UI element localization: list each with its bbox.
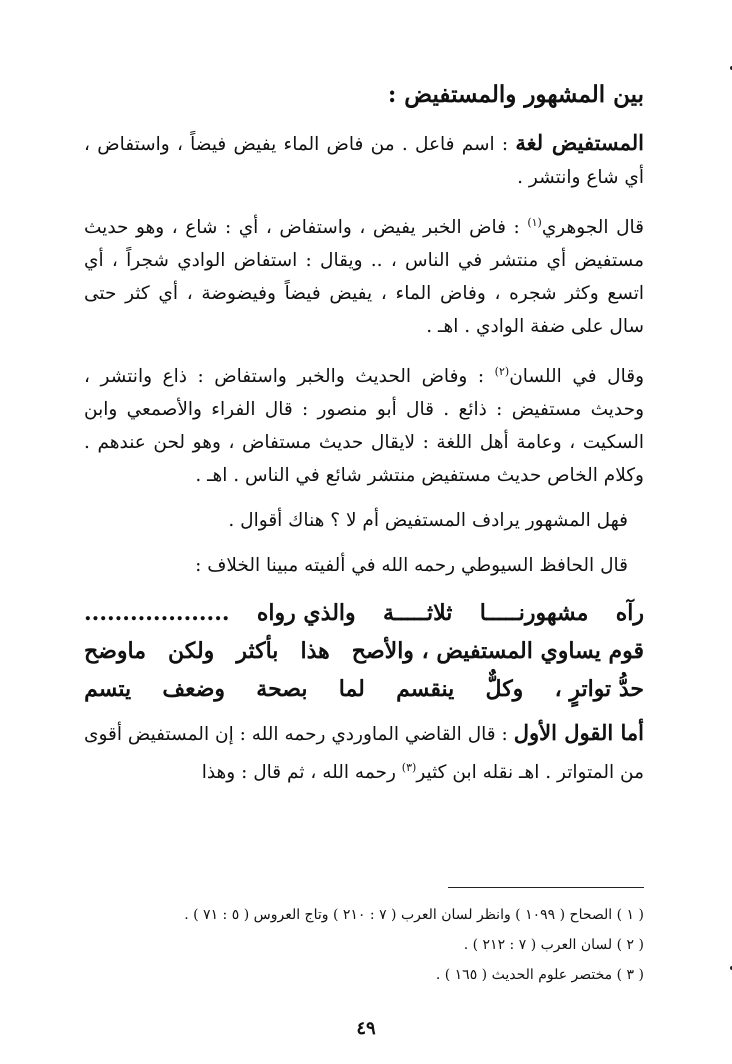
verse-word: والذي رواه (256, 600, 356, 627)
verse-word: ثلاثـــــة (383, 600, 453, 627)
verse-word: مشهورنـــــا (479, 600, 589, 627)
term-first-opinion: أما القول الأول (513, 720, 644, 746)
paragraph-suyuti: قال الحافظ السيوطي رحمه الله في ألفيته مبينا الخلاف : (195, 555, 628, 577)
section-title: بين المشهور والمستفيض : (387, 81, 644, 108)
verse-word: لما (338, 676, 365, 703)
paragraph-text: : وفاض الحديث والخبر واستفاض : ذاع وانتشر ، وحديث مستفيض : ذائع . قال أبو منصور : قال الفراء والأصمعي وابن السكيت ، وعامة أهل اللغة : لايقال حديث مستفاض ، وهو لحن عندهم . وكلام الخاص حديث مستفيض منتشر شائع في الناس . اهـ . (84, 366, 644, 487)
verse-word: ................... (84, 600, 230, 627)
verse-word: قوم يساوي المستفيض ، والأصح (351, 638, 644, 665)
verse-line-1 (84, 594, 644, 632)
term-mustafid-lugha: المستفيض لغة (515, 130, 645, 155)
paragraph-lisan (84, 355, 644, 492)
verse-word: هذا (300, 638, 330, 665)
footnote-ref-3[interactable]: (٣) (401, 761, 417, 775)
paragraph-question: فهل المشهور يرادف المستفيض أم لا ؟ هناك أقوال . (228, 510, 628, 532)
page-number: ٤٩ (356, 1018, 376, 1039)
footnotes (84, 900, 644, 990)
verse-word: رآه (615, 600, 644, 627)
footnote-separator (448, 887, 644, 888)
paragraph-text: : اسم فاعل . من فاض الماء يفيض فيضاً ، واستفاض ، أي شاع وانتشر . (84, 134, 644, 188)
verse-word: ماوضح (84, 638, 146, 665)
footnote-ref-1[interactable]: (١) (527, 216, 542, 229)
paragraph-text: : قال القاضي الماوردي رحمه الله : إن المستفيض أقوى من المتواتر . اهـ نقله ابن كثير (84, 724, 644, 784)
verse-line-3 (84, 670, 644, 708)
verse-word: وكلٌّ (485, 676, 524, 703)
footnote-1: ( ١ ) الصحاح ( ١٠٩٩ ) وانظر لسان العرب ( ٧ : ٢١٠ ) وتاج العروس ( ٥ : ٧١ ) . (184, 907, 644, 923)
page-body (84, 78, 644, 801)
paragraph-text: : فاض الخبر يفيض ، واستفاض ، أي : شاع ، وهو حديث مستفيض أي منتشر في الناس ، .. ويقال : استفاض الوادي شجراً ، أي اتسع وكثر شجره ، وفاض الماء ، يفيض فيضاً وفيضوضة ، أي كثر حتى سال على ضفة الوادي . اهـ . (84, 217, 644, 338)
paragraph-jawhari (84, 206, 644, 343)
verse-word: حدُّ تواترٍ ، (554, 676, 644, 703)
poem-verses (84, 594, 644, 708)
paragraph-linguistic-definition (84, 126, 644, 194)
verse-word: ينقسم (396, 676, 455, 703)
verse-word: بأكثر (236, 638, 279, 665)
paragraph-text: رحمه الله ، ثم قال : وهذا (201, 762, 396, 784)
verse-word: وضعف (162, 676, 226, 703)
footnote-2: ( ٢ ) لسان العرب ( ٧ : ٢١٢ ) . (463, 937, 644, 953)
paragraph-first-opinion (84, 716, 644, 789)
paragraph-lead: قال الجوهري (541, 217, 644, 239)
verse-word: يتسم (84, 676, 132, 703)
verse-line-2 (84, 632, 644, 670)
paragraph-lead: وقال في اللسان (509, 366, 644, 388)
footnote-ref-2[interactable]: (٢) (494, 365, 510, 379)
verse-word: ولكن (168, 638, 215, 665)
footnote-3: ( ٣ ) مختصر علوم الحديث ( ١٦٥ ) . (435, 967, 644, 983)
verse-word: بصحة (256, 676, 308, 703)
